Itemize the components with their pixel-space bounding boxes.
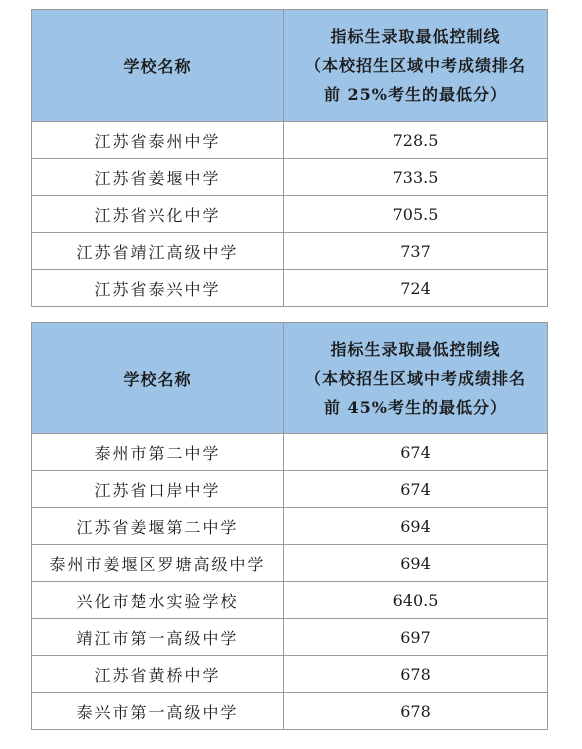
header-school-name: 学校名称 xyxy=(32,10,284,122)
score-cell: 728.5 xyxy=(284,122,548,159)
school-name-cell: 泰州市第二中学 xyxy=(32,434,284,471)
score-cell: 694 xyxy=(284,545,548,582)
table-row xyxy=(32,471,548,508)
table-header-row xyxy=(32,323,548,434)
table-header-row xyxy=(32,10,548,122)
header-control-line-desc-2: 前 25%考生的最低分） xyxy=(323,85,508,104)
score-cell: 733.5 xyxy=(284,159,548,196)
table-row xyxy=(32,122,548,159)
table-row xyxy=(32,545,548,582)
school-name-cell: 江苏省黄桥中学 xyxy=(32,656,284,693)
header-control-line-title: 指标生录取最低控制线 xyxy=(330,27,501,46)
table-row xyxy=(32,619,548,656)
school-name-cell: 江苏省靖江高级中学 xyxy=(32,233,284,270)
header-school-name: 学校名称 xyxy=(32,323,284,434)
score-cell: 640.5 xyxy=(284,582,548,619)
header-control-line-desc-1: （本校招生区域中考成绩排名 xyxy=(304,56,526,75)
table-row xyxy=(32,233,548,270)
score-cell: 678 xyxy=(284,656,548,693)
score-cell: 678 xyxy=(284,693,548,730)
school-name-cell: 江苏省姜堰第二中学 xyxy=(32,508,284,545)
table-row xyxy=(32,196,548,233)
table-row xyxy=(32,508,548,545)
school-name-cell: 泰州市姜堰区罗塘高级中学 xyxy=(32,545,284,582)
school-name-cell: 江苏省泰州中学 xyxy=(32,122,284,159)
header-control-line-desc-1: （本校招生区域中考成绩排名 xyxy=(304,368,526,388)
table-row xyxy=(32,270,548,307)
school-name-cell: 江苏省泰兴中学 xyxy=(32,270,284,307)
school-name-cell: 江苏省口岸中学 xyxy=(32,471,284,508)
header-control-line-desc-2: 前 45%考生的最低分） xyxy=(323,397,508,417)
score-cell: 737 xyxy=(284,233,548,270)
score-cell: 697 xyxy=(284,619,548,656)
table-row xyxy=(32,159,548,196)
school-name-cell: 泰兴市第一高级中学 xyxy=(32,693,284,730)
score-cell: 674 xyxy=(284,434,548,471)
table-row xyxy=(32,434,548,471)
score-cell: 694 xyxy=(284,508,548,545)
score-cell: 674 xyxy=(284,471,548,508)
score-table-top-25 xyxy=(31,9,548,307)
school-name-cell: 江苏省兴化中学 xyxy=(32,196,284,233)
school-name-cell: 兴化市楚水实验学校 xyxy=(32,582,284,619)
table-row xyxy=(32,656,548,693)
score-cell: 724 xyxy=(284,270,548,307)
score-table-top-45 xyxy=(31,322,548,730)
header-control-line-title: 指标生录取最低控制线 xyxy=(330,339,501,359)
score-cell: 705.5 xyxy=(284,196,548,233)
table-row xyxy=(32,693,548,730)
table-row xyxy=(32,582,548,619)
header-control-line xyxy=(284,323,548,434)
school-name-cell: 靖江市第一高级中学 xyxy=(32,619,284,656)
school-name-cell: 江苏省姜堰中学 xyxy=(32,159,284,196)
header-control-line xyxy=(284,10,548,122)
